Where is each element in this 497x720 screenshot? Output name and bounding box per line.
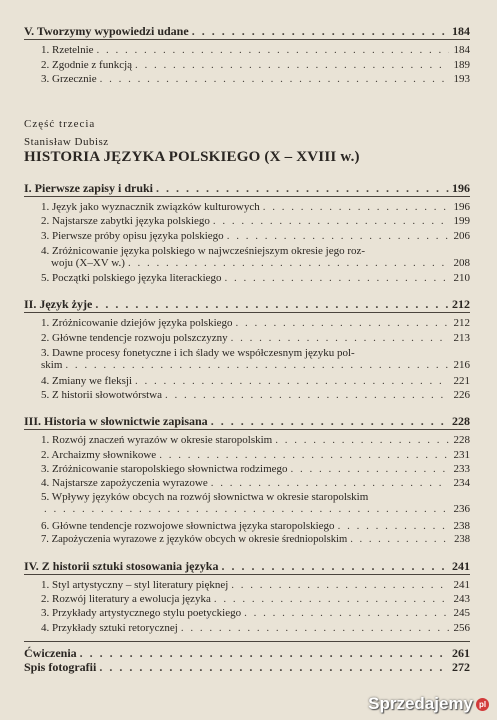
toc-heading-label: Spis fotografii [24, 660, 97, 674]
toc-item-multiline[interactable] [41, 491, 470, 515]
toc-item-label: 4. Najstarsze zapożyczenia wyrazowe [41, 477, 208, 489]
toc-item[interactable] [24, 73, 470, 85]
toc-item[interactable] [24, 463, 470, 475]
watermark-badge: pl [476, 698, 489, 711]
toc-page-number: 212 [452, 297, 470, 311]
leader-dots [100, 73, 449, 85]
leader-dots [95, 297, 449, 312]
toc-item-label: 4. Zmiany we fleksji [41, 375, 133, 387]
toc-item[interactable] [24, 434, 470, 446]
watermark-text: Sprzedajemy [368, 694, 473, 713]
toc-item[interactable] [24, 579, 470, 591]
author-name: Stanisław Dubisz [24, 136, 109, 148]
leader-dots [231, 332, 449, 344]
leader-dots [159, 449, 449, 461]
site-watermark [368, 694, 489, 714]
toc-item[interactable] [24, 534, 470, 545]
toc-heading-label: III. Historia w słownictwie zapisana [24, 414, 208, 428]
toc-page-number: 241 [453, 579, 470, 591]
toc-item[interactable] [24, 622, 470, 634]
toc-page-number: 241 [452, 559, 470, 573]
toc-heading-section-i[interactable] [24, 181, 470, 196]
toc-item[interactable] [24, 230, 470, 242]
toc-page-number: 272 [452, 660, 470, 674]
toc-item-label: 3. Pierwsze próby opisu języka polskiego [41, 230, 224, 242]
toc-item-label: 2. Główne tendencje rozwoju polszczyzny [41, 332, 228, 344]
toc-heading-label: V. Tworzymy wypowiedzi udane [24, 24, 189, 38]
toc-heading-section-iv[interactable] [24, 559, 470, 574]
toc-item-multiline[interactable] [41, 347, 470, 371]
leader-dots [135, 59, 449, 71]
toc-page-number: 210 [453, 272, 470, 284]
toc-heading-cwiczenia[interactable] [24, 646, 470, 661]
toc-page-number: 216 [453, 359, 470, 371]
toc-item-label: 1. Styl artystyczny – styl literatury pięknej [41, 579, 229, 591]
toc-page-number: 243 [453, 593, 470, 605]
toc-page-number: 231 [453, 449, 470, 461]
toc-page-number: 238 [454, 534, 470, 545]
toc-item[interactable] [24, 44, 470, 56]
toc-page-number: 221 [453, 375, 470, 387]
toc-heading-section-iii[interactable] [24, 414, 470, 429]
toc-page-number: 184 [452, 24, 470, 38]
leader-dots [99, 660, 449, 675]
toc-page-number: 245 [453, 607, 470, 619]
toc-item-label: 2. Zgodnie z funkcją [41, 59, 133, 71]
toc-item-label: 7. Zapożyczenia wyrazowe z języków obcych w okresie średniopolskim [41, 534, 348, 545]
toc-item[interactable] [24, 389, 470, 401]
toc-item[interactable] [24, 332, 470, 344]
toc-page-number: 213 [453, 332, 470, 344]
toc-page-number: 233 [453, 463, 470, 475]
leader-dots [263, 201, 449, 213]
toc-item[interactable] [24, 607, 470, 619]
toc-page-number: 228 [452, 414, 470, 428]
divider [24, 312, 470, 313]
leader-dots [214, 593, 449, 605]
toc-page-number: 196 [453, 201, 470, 213]
leader-dots [44, 503, 449, 515]
toc-heading-label: IV. Z historii sztuki stosowania języka [24, 559, 219, 573]
toc-page-number: 228 [453, 434, 470, 446]
toc-item-label: 5. Z historii słowotwórstwa [41, 389, 162, 401]
toc-item-label: 3. Przykłady artystycznego stylu poetyckiego [41, 607, 242, 619]
toc-item[interactable] [24, 477, 470, 489]
divider [24, 574, 470, 575]
toc-item-label-line1: 4. Zróżnicowanie języka polskiego w najwcześniejszym okresie jego roz- [41, 245, 366, 257]
part-label: Część trzecia [24, 118, 96, 130]
toc-page-number: 234 [453, 477, 470, 489]
toc-item-label: 2. Najstarsze zabytki języka polskiego [41, 215, 210, 227]
leader-dots [135, 375, 449, 387]
toc-item[interactable] [24, 59, 470, 71]
toc-item[interactable] [24, 375, 470, 387]
toc-item-label-line1: 5. Wpływy języków obcych na rozwój słownictwa w okresie staropolskim [41, 491, 369, 503]
toc-item[interactable] [24, 317, 470, 329]
toc-item-label-line2: skim [41, 359, 63, 371]
toc-item-label-line1: 3. Dawne procesy fonetyczne i ich ślady we współczesnym języku pol- [41, 347, 355, 359]
leader-dots [275, 434, 449, 446]
leader-dots [192, 24, 449, 39]
leader-dots [213, 215, 449, 227]
toc-item[interactable] [24, 272, 470, 284]
leader-dots [181, 622, 449, 634]
leader-dots [97, 44, 449, 56]
toc-page-number: 236 [453, 503, 470, 515]
toc-page-number: 184 [453, 44, 470, 56]
divider [24, 429, 470, 430]
toc-heading-spis-fotografii[interactable] [24, 660, 470, 675]
toc-item-label: 2. Archaizmy słownikowe [41, 449, 157, 461]
divider [24, 641, 470, 642]
leader-dots [156, 181, 449, 196]
leader-dots [80, 646, 449, 661]
toc-item-multiline[interactable] [41, 245, 470, 269]
toc-item-label: 4. Przykłady sztuki retorycznej [41, 622, 178, 634]
toc-heading-chapter-v[interactable] [24, 24, 470, 39]
leader-dots [231, 579, 449, 591]
divider [24, 39, 470, 40]
toc-item-label: 1. Rzetelnie [41, 44, 94, 56]
toc-item-label: 6. Główne tendencje rozwojowe słownictwa języka staropolskiego [41, 520, 335, 532]
leader-dots [227, 230, 449, 242]
toc-item-label: 2. Rozwój literatury a ewolucja języka [41, 593, 211, 605]
part-title: HISTORIA JĘZYKA POLSKIEGO (X – XVIII w.) [24, 149, 360, 165]
toc-page-number: 208 [453, 257, 470, 269]
toc-item[interactable] [24, 449, 470, 461]
toc-item[interactable] [24, 520, 470, 532]
toc-heading-label: II. Język żyje [24, 297, 93, 311]
leader-dots [211, 414, 449, 429]
toc-page-number: 261 [452, 646, 470, 660]
leader-dots [65, 359, 449, 371]
toc-item[interactable] [24, 201, 470, 213]
toc-heading-section-ii[interactable] [24, 297, 470, 312]
toc-page-number: 196 [452, 181, 470, 195]
leader-dots [225, 272, 449, 284]
toc-page-number: 199 [453, 215, 470, 227]
leader-dots [165, 389, 449, 401]
toc-item[interactable] [24, 593, 470, 605]
toc-item-label: 3. Grzecznie [41, 73, 97, 85]
leader-dots [211, 477, 449, 489]
toc-page-number: 226 [453, 389, 470, 401]
toc-page-number: 206 [453, 230, 470, 242]
toc-item-label-line2: woju (X–XV w.) [51, 257, 125, 269]
leader-dots [244, 607, 449, 619]
leader-dots [236, 317, 449, 329]
toc-heading-label: Ćwiczenia [24, 646, 77, 660]
toc-item-label: 5. Początki polskiego języka literackiego [41, 272, 222, 284]
toc-item-label: 1. Język jako wyznacznik związków kulturowych [41, 201, 260, 213]
leader-dots [350, 534, 449, 545]
divider [24, 196, 470, 197]
toc-page-number: 212 [453, 317, 470, 329]
leader-dots [128, 257, 449, 269]
toc-item[interactable] [24, 215, 470, 227]
leader-dots [338, 520, 449, 532]
leader-dots [291, 463, 449, 475]
toc-page-number: 189 [453, 59, 470, 71]
toc-item-label: 3. Zróżnicowanie staropolskiego słownictwa rodzimego [41, 463, 288, 475]
toc-item-label: 1. Zróżnicowanie dziejów języka polskiego [41, 317, 233, 329]
toc-heading-label: I. Pierwsze zapisy i druki [24, 181, 153, 195]
toc-item-label: 1. Rozwój znaczeń wyrazów w okresie staropolskim [41, 434, 273, 446]
toc-page-number: 238 [453, 520, 470, 532]
toc-page-number: 193 [453, 73, 470, 85]
toc-page-number: 256 [453, 622, 470, 634]
leader-dots [221, 559, 449, 574]
